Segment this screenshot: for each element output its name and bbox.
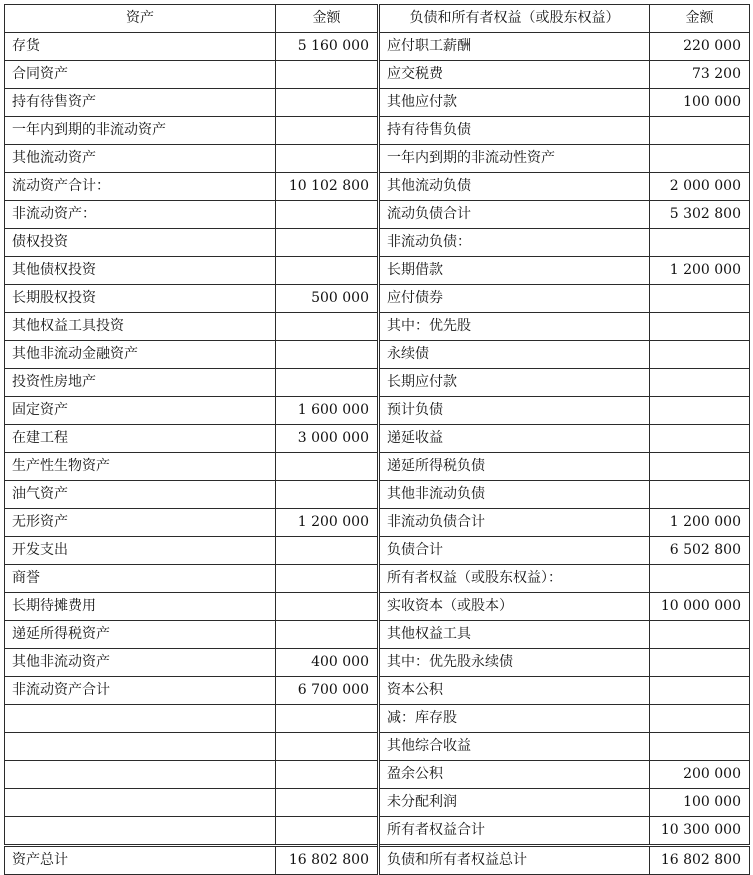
liability-amount	[650, 733, 750, 761]
asset-amount	[276, 481, 379, 509]
liability-amount	[650, 229, 750, 257]
liability-name: 盈余公积	[379, 761, 650, 789]
asset-amount	[276, 341, 379, 369]
table-row	[5, 621, 750, 649]
liability-name: 递延收益	[379, 425, 650, 453]
liability-name: 持有待售负债	[379, 117, 650, 145]
liability-name: 实收资本（或股本）	[379, 593, 650, 621]
asset-name: 其他非流动金融资产	[5, 341, 276, 369]
asset-name: 非流动资产：	[5, 201, 276, 229]
asset-amount	[276, 313, 379, 341]
liability-amount: 100 000	[650, 789, 750, 817]
liability-amount	[650, 649, 750, 677]
table-row	[5, 593, 750, 621]
asset-name: 无形资产	[5, 509, 276, 537]
liability-amount	[650, 341, 750, 369]
liability-name: 应交税费	[379, 61, 650, 89]
liability-name: 长期借款	[379, 257, 650, 285]
liability-name: 所有者权益合计	[379, 817, 650, 846]
liability-name: 资本公积	[379, 677, 650, 705]
table-row	[5, 481, 750, 509]
table-row	[5, 285, 750, 313]
table-body	[5, 33, 750, 846]
table-row	[5, 425, 750, 453]
liability-amount	[650, 565, 750, 593]
table-row	[5, 61, 750, 89]
asset-name: 非流动资产合计	[5, 677, 276, 705]
liability-name: 其中：优先股	[379, 313, 650, 341]
liability-name: 永续债	[379, 341, 650, 369]
asset-name	[5, 817, 276, 846]
liability-name: 所有者权益（或股东权益）：	[379, 565, 650, 593]
liability-amount	[650, 145, 750, 173]
table-row	[5, 649, 750, 677]
asset-amount	[276, 117, 379, 145]
asset-amount	[276, 621, 379, 649]
liability-name: 预计负债	[379, 397, 650, 425]
total-liabilities-label: 负债和所有者权益总计	[379, 846, 650, 875]
table-row	[5, 369, 750, 397]
asset-name: 持有待售资产	[5, 89, 276, 117]
liability-name: 其中：优先股永续债	[379, 649, 650, 677]
asset-amount	[276, 369, 379, 397]
liability-name: 其他非流动负债	[379, 481, 650, 509]
asset-name: 其他权益工具投资	[5, 313, 276, 341]
table-row	[5, 565, 750, 593]
table-row	[5, 229, 750, 257]
liability-amount	[650, 453, 750, 481]
liability-name: 应付职工薪酬	[379, 33, 650, 61]
liability-amount	[650, 425, 750, 453]
table-row	[5, 733, 750, 761]
liability-name: 应付债券	[379, 285, 650, 313]
asset-name: 债权投资	[5, 229, 276, 257]
table-row	[5, 677, 750, 705]
liability-amount	[650, 285, 750, 313]
table-row	[5, 453, 750, 481]
table-row	[5, 89, 750, 117]
asset-amount	[276, 761, 379, 789]
liability-amount: 100 000	[650, 89, 750, 117]
asset-amount	[276, 453, 379, 481]
liability-amount	[650, 313, 750, 341]
asset-amount: 3 000 000	[276, 425, 379, 453]
asset-name	[5, 761, 276, 789]
liability-amount	[650, 705, 750, 733]
header-liabilities: 负债和所有者权益（或股东权益）	[379, 5, 650, 33]
liability-name: 一年内到期的非流动性资产	[379, 145, 650, 173]
asset-name: 投资性房地产	[5, 369, 276, 397]
table-row	[5, 817, 750, 846]
liability-amount: 5 302 800	[650, 201, 750, 229]
liability-name: 其他应付款	[379, 89, 650, 117]
header-row	[5, 5, 750, 33]
balance-sheet	[4, 4, 749, 868]
asset-name	[5, 733, 276, 761]
liability-name: 非流动负债合计	[379, 509, 650, 537]
table-row	[5, 173, 750, 201]
asset-amount: 1 200 000	[276, 509, 379, 537]
table-row	[5, 705, 750, 733]
asset-name: 在建工程	[5, 425, 276, 453]
asset-name: 递延所得税资产	[5, 621, 276, 649]
liability-amount: 1 200 000	[650, 257, 750, 285]
asset-name: 其他债权投资	[5, 257, 276, 285]
liability-amount	[650, 117, 750, 145]
liability-name: 负债合计	[379, 537, 650, 565]
table-row	[5, 509, 750, 537]
asset-name: 固定资产	[5, 397, 276, 425]
table-row	[5, 537, 750, 565]
asset-amount	[276, 89, 379, 117]
liability-name: 非流动负债：	[379, 229, 650, 257]
asset-amount	[276, 145, 379, 173]
liability-name: 其他综合收益	[379, 733, 650, 761]
liability-amount	[650, 677, 750, 705]
asset-name: 合同资产	[5, 61, 276, 89]
liability-name: 未分配利润	[379, 789, 650, 817]
liability-amount	[650, 369, 750, 397]
asset-name: 长期待摊费用	[5, 593, 276, 621]
asset-amount	[276, 565, 379, 593]
liability-name: 其他权益工具	[379, 621, 650, 649]
asset-name: 生产性生物资产	[5, 453, 276, 481]
table-row	[5, 117, 750, 145]
asset-amount: 10 102 800	[276, 173, 379, 201]
asset-name: 商誉	[5, 565, 276, 593]
asset-amount	[276, 537, 379, 565]
asset-name: 一年内到期的非流动资产	[5, 117, 276, 145]
liability-amount: 220 000	[650, 33, 750, 61]
header-amount-left: 金额	[276, 5, 379, 33]
liability-name: 减：库存股	[379, 705, 650, 733]
asset-name: 油气资产	[5, 481, 276, 509]
asset-amount	[276, 229, 379, 257]
asset-name: 其他非流动资产	[5, 649, 276, 677]
liability-amount	[650, 621, 750, 649]
liability-amount: 200 000	[650, 761, 750, 789]
table-row	[5, 257, 750, 285]
header-assets: 资产	[5, 5, 276, 33]
asset-name: 其他流动资产	[5, 145, 276, 173]
asset-name: 流动资产合计：	[5, 173, 276, 201]
asset-amount: 5 160 000	[276, 33, 379, 61]
asset-name: 开发支出	[5, 537, 276, 565]
total-liabilities-amount: 16 802 800	[650, 846, 750, 875]
total-assets-label: 资产总计	[5, 846, 276, 875]
table-row	[5, 397, 750, 425]
asset-amount	[276, 257, 379, 285]
asset-amount	[276, 61, 379, 89]
asset-name: 存货	[5, 33, 276, 61]
asset-amount: 1 600 000	[276, 397, 379, 425]
asset-name	[5, 789, 276, 817]
table-row	[5, 313, 750, 341]
liability-amount: 2 000 000	[650, 173, 750, 201]
asset-amount	[276, 817, 379, 846]
table-row	[5, 789, 750, 817]
liability-amount: 73 200	[650, 61, 750, 89]
asset-amount	[276, 733, 379, 761]
asset-name	[5, 705, 276, 733]
liability-amount: 1 200 000	[650, 509, 750, 537]
liability-name: 长期应付款	[379, 369, 650, 397]
table-row	[5, 33, 750, 61]
asset-amount	[276, 593, 379, 621]
table-row	[5, 201, 750, 229]
asset-name: 长期股权投资	[5, 285, 276, 313]
liability-name: 其他流动负债	[379, 173, 650, 201]
header-amount-right: 金额	[650, 5, 750, 33]
asset-amount: 6 700 000	[276, 677, 379, 705]
table-row	[5, 341, 750, 369]
liability-amount	[650, 397, 750, 425]
table-row	[5, 761, 750, 789]
asset-amount	[276, 705, 379, 733]
asset-amount	[276, 201, 379, 229]
liability-amount: 10 000 000	[650, 593, 750, 621]
total-row	[5, 846, 750, 875]
asset-amount	[276, 789, 379, 817]
liability-amount	[650, 481, 750, 509]
asset-amount: 500 000	[276, 285, 379, 313]
total-assets-amount: 16 802 800	[276, 846, 379, 875]
table-row	[5, 145, 750, 173]
balance-sheet-table	[4, 4, 750, 875]
liability-name: 递延所得税负债	[379, 453, 650, 481]
asset-amount: 400 000	[276, 649, 379, 677]
liability-amount: 10 300 000	[650, 817, 750, 846]
liability-amount: 6 502 800	[650, 537, 750, 565]
liability-name: 流动负债合计	[379, 201, 650, 229]
